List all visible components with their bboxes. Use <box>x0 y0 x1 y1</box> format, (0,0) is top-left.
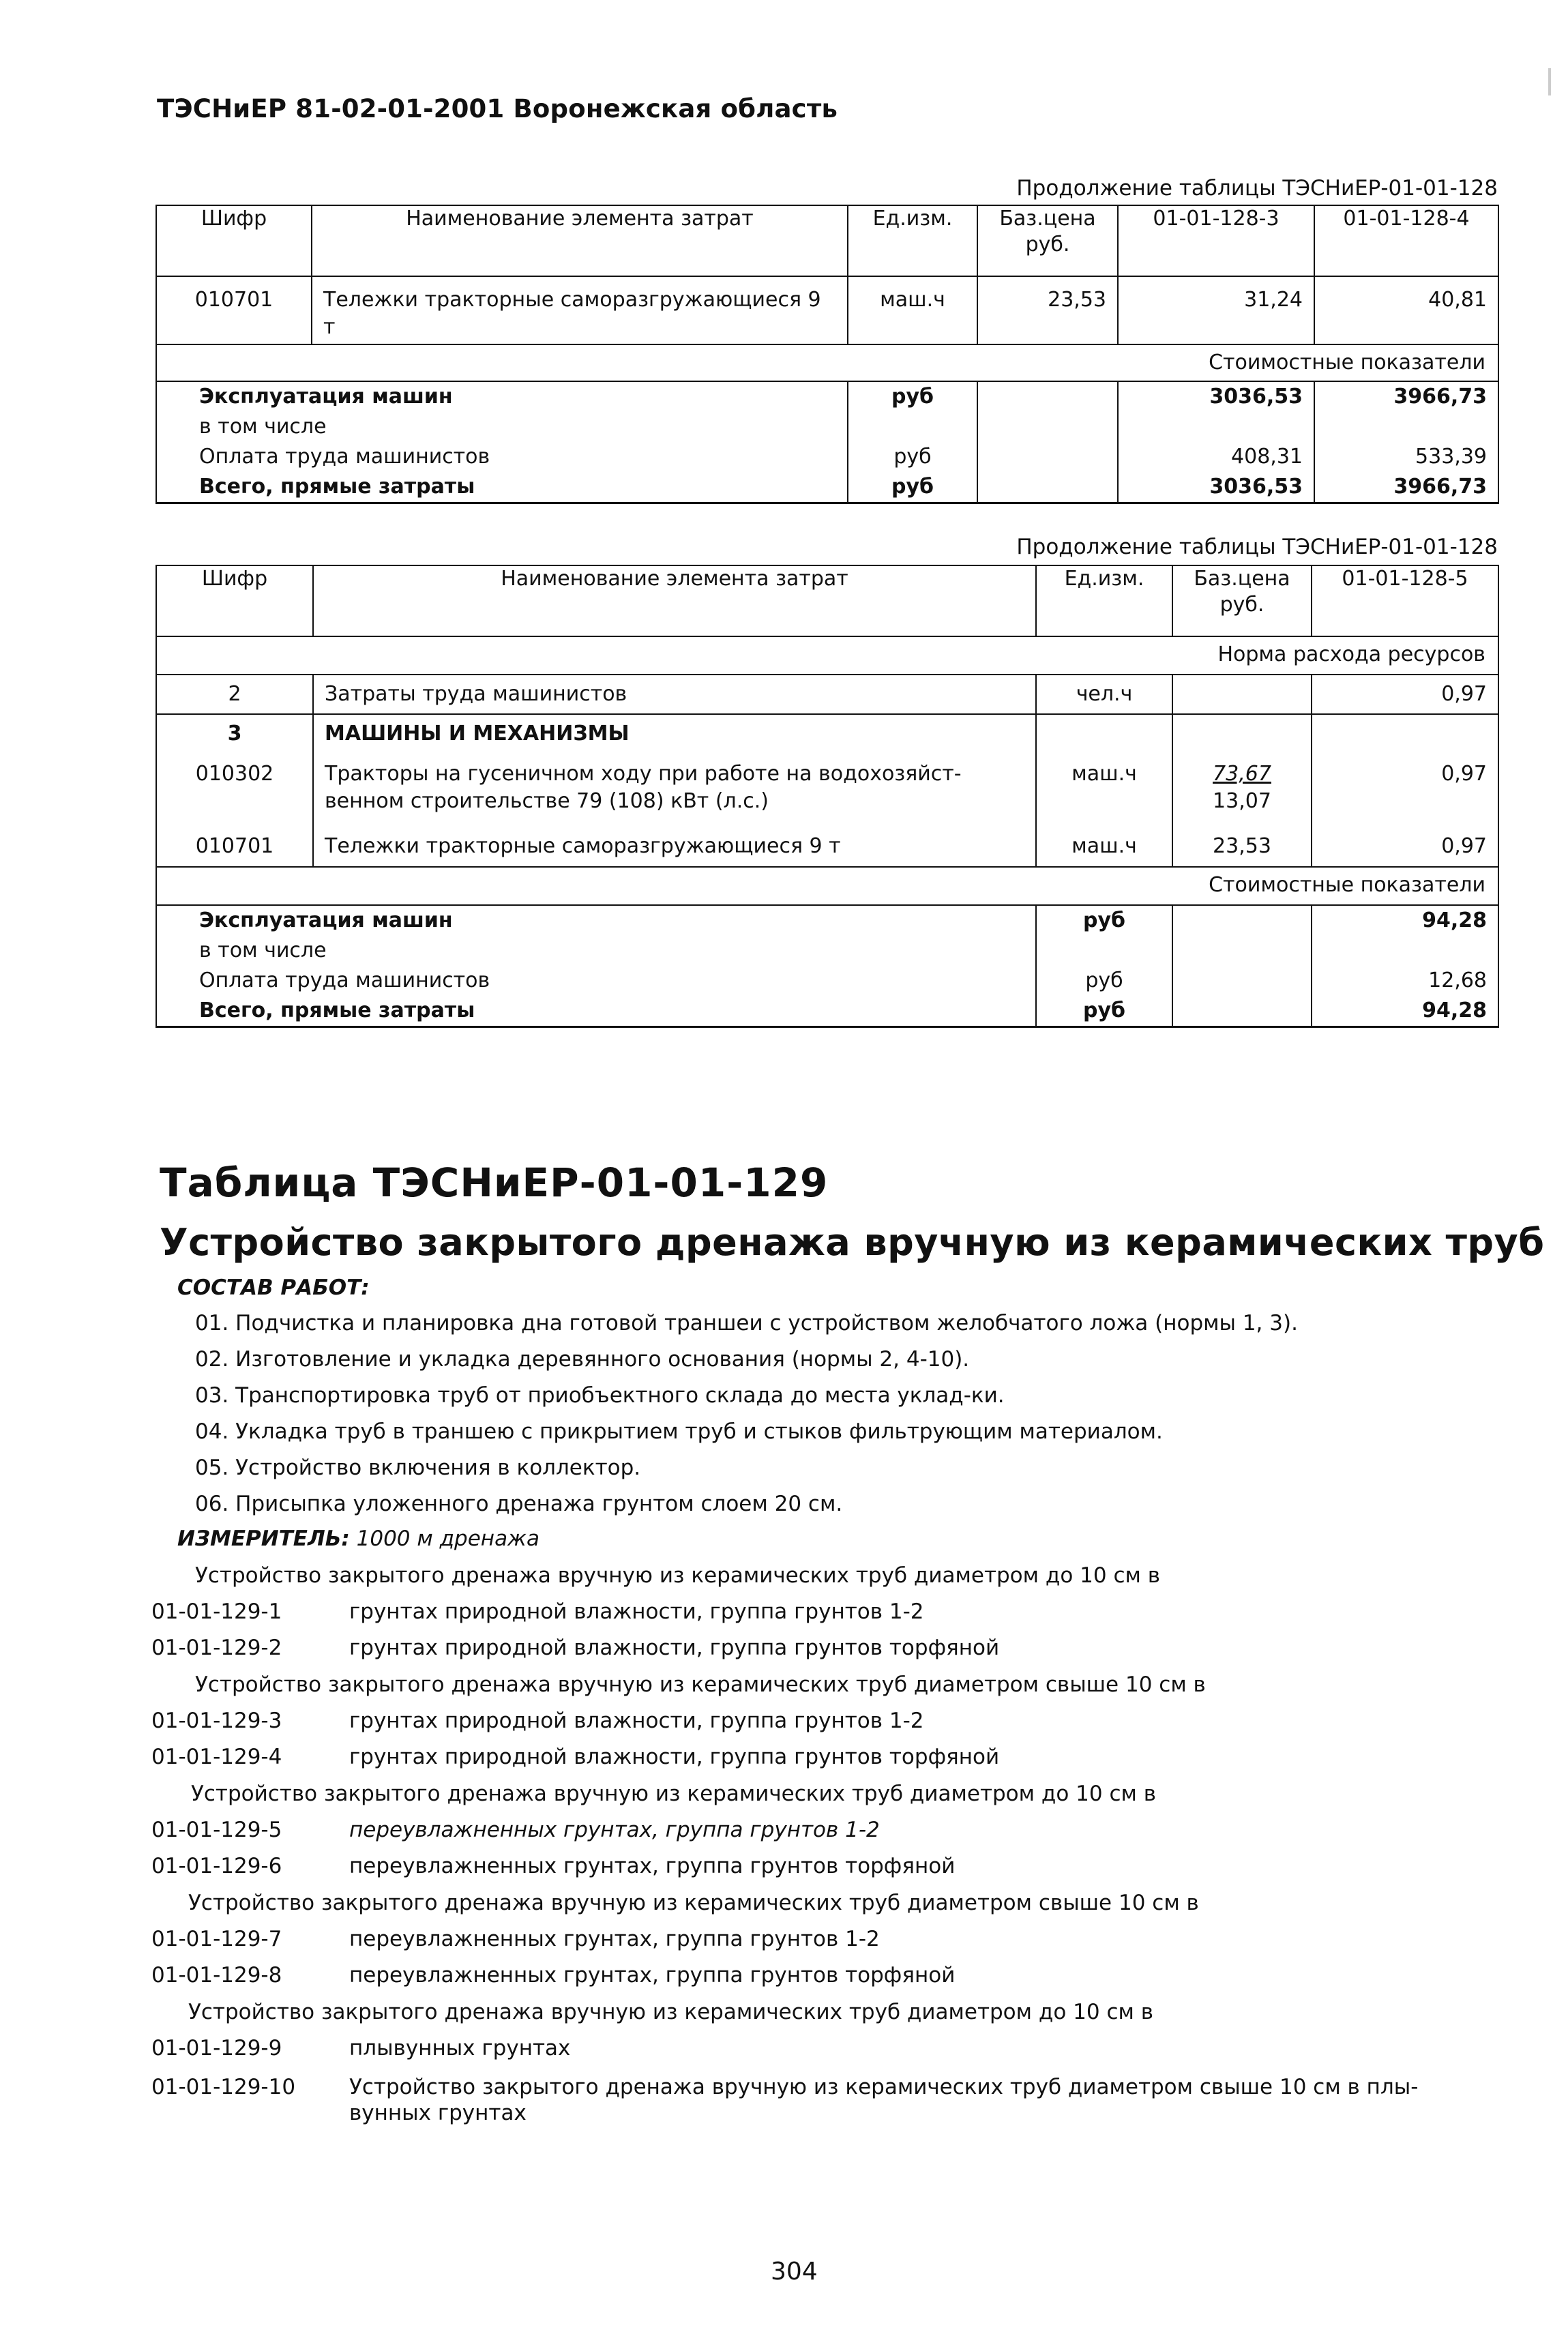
norm-group-heading: Устройство закрытого дренажа вручную из керамических труб диаметром до 10 см в <box>188 2000 1153 2024</box>
norm-text: грунтах природной влажности, группа грунтов торфяной <box>349 1745 1000 1769</box>
col-header-price <box>977 205 1118 276</box>
table1-band-cost <box>156 344 1498 381</box>
col-header-price <box>1172 565 1312 636</box>
table1-continuation-caption: Продолжение таблицы ТЭСНиЕР-01-01-128 <box>1016 176 1498 201</box>
col-header-code: Шифр <box>156 205 312 276</box>
work-item: 05. Устройство включения в коллектор. <box>195 1456 641 1480</box>
summary-empty <box>977 412 1118 442</box>
summary-value: 94,28 <box>1312 996 1498 1027</box>
col-header-name: Наименование элемента затрат <box>312 205 848 276</box>
cell-name: Затраты труда машинистов <box>313 675 1036 714</box>
work-item: 04. Укладка труб в траншею с прикрытием труб и стыков фильтрующим материалом. <box>195 1419 1163 1444</box>
summary-empty <box>977 381 1118 412</box>
table2-band-cost <box>156 867 1498 905</box>
scan-edge-mark <box>1548 68 1551 95</box>
cell-value: 0,97 <box>1312 675 1498 714</box>
norm-text: переувлажненных грунтах, группа грунтов торфяной <box>349 1854 956 1878</box>
cell-code: 010701 <box>156 276 312 344</box>
table1-header-row <box>156 205 1498 276</box>
band-label: Норма расхода ресурсов <box>156 636 1498 675</box>
summary-unit: руб <box>848 442 977 472</box>
summary-value: 3036,53 <box>1118 381 1314 412</box>
cell-price: 23,53 <box>1172 827 1312 867</box>
norm-group-heading: Устройство закрытого дренажа вручную из керамических труб диаметром свыше 10 см в <box>188 1891 1199 1915</box>
norm-text: плывунных грунтах <box>349 2036 571 2060</box>
work-item: 06. Присыпка уложенного дренажа грунтом слоем 20 см. <box>195 1492 843 1516</box>
measure-value: 1000 м дренажа <box>356 1526 539 1551</box>
norm-code: 01-01-129-2 <box>151 1636 282 1660</box>
norm-text: переувлажненных грунтах, группа грунтов торфяной <box>349 1963 956 1988</box>
summary-row <box>156 381 1498 412</box>
norm-code: 01-01-129-10 <box>151 2075 296 2099</box>
cell-value: 31,24 <box>1118 276 1314 344</box>
norm-group-heading: Устройство закрытого дренажа вручную из керамических труб диаметром до 10 см в <box>195 1563 1160 1588</box>
col-header-unit: Ед.изм. <box>1036 565 1172 636</box>
summary-empty <box>977 472 1118 503</box>
section-title: Таблица ТЭСНиЕР-01-01-129 <box>160 1159 829 1206</box>
work-item: 03. Транспортировка труб от приобъектного склада до места уклад-ки. <box>195 1383 1005 1408</box>
col-header-norm-4: 01-01-128-4 <box>1314 205 1498 276</box>
cell-name <box>313 754 1036 827</box>
summary-row <box>156 966 1498 996</box>
running-header: ТЭСНиЕР 81-02-01-2001 Воронежская область <box>157 94 838 123</box>
cell-unit <box>1036 714 1172 754</box>
summary-name: Всего, прямые затраты <box>156 996 1036 1027</box>
summary-name: Эксплуатация машин <box>156 381 848 412</box>
summary-value <box>1314 412 1498 442</box>
summary-row <box>156 412 1498 442</box>
works-label: СОСТАВ РАБОТ: <box>177 1275 370 1300</box>
summary-value: 3036,53 <box>1118 472 1314 503</box>
summary-value: 408,31 <box>1118 442 1314 472</box>
col-header-code: Шифр <box>156 565 313 636</box>
summary-unit: руб <box>848 472 977 503</box>
norm-code: 01-01-129-8 <box>151 1963 282 1988</box>
table-row <box>156 276 1498 344</box>
summary-empty <box>1172 905 1312 936</box>
table2-continuation-caption: Продолжение таблицы ТЭСНиЕР-01-01-128 <box>1016 535 1498 559</box>
summary-row <box>156 472 1498 503</box>
work-item: 02. Изготовление и укладка деревянного основания (нормы 2, 4-10). <box>195 1347 970 1372</box>
page-number: 304 <box>771 2258 818 2286</box>
norm-code: 01-01-129-4 <box>151 1745 282 1769</box>
summary-name: Всего, прямые затраты <box>156 472 848 503</box>
summary-row <box>156 936 1498 966</box>
col-header-price-text: Баз.цена руб. <box>1194 567 1290 617</box>
summary-value: 533,39 <box>1314 442 1498 472</box>
summary-name: Оплата труда машинистов <box>156 442 848 472</box>
norm-code: 01-01-129-5 <box>151 1818 282 1842</box>
norm-code: 01-01-129-1 <box>151 1599 282 1624</box>
band-label: Стоимостные показатели <box>156 344 1498 381</box>
summary-empty <box>1172 996 1312 1027</box>
summary-value: 3966,73 <box>1314 381 1498 412</box>
summary-unit: руб <box>1036 905 1172 936</box>
table-row <box>156 714 1498 754</box>
table1 <box>156 205 1499 504</box>
summary-empty <box>977 442 1118 472</box>
norm-text: грунтах природной влажности, группа грунтов 1-2 <box>349 1709 924 1733</box>
measure-label: ИЗМЕРИТЕЛЬ: <box>177 1526 350 1551</box>
summary-empty <box>1172 966 1312 996</box>
summary-unit: руб <box>1036 966 1172 996</box>
cell-unit: маш.ч <box>1036 827 1172 867</box>
table2-band-resources <box>156 636 1498 675</box>
cell-price <box>1172 714 1312 754</box>
cell-code: 010302 <box>156 754 313 827</box>
norm-group-heading: Устройство закрытого дренажа вручную из керамических труб диаметром свыше 10 см в <box>195 1672 1206 1697</box>
norm-text: переувлажненных грунтах, группа грунтов 1-2 <box>349 1818 880 1842</box>
norm-code: 01-01-129-6 <box>151 1854 282 1878</box>
cell-price <box>1172 675 1312 714</box>
cell-value: 40,81 <box>1314 276 1498 344</box>
norm-code: 01-01-129-7 <box>151 1927 282 1951</box>
cell-code: 010701 <box>156 827 313 867</box>
work-item: 01. Подчистка и планировка дна готовой траншеи с устройством желобчатого ложа (нормы 1, 3). <box>195 1311 1298 1335</box>
table-row <box>156 827 1498 867</box>
norm-text: Устройство закрытого дренажа вручную из керамических труб диаметром свыше 10 см в плы- <box>349 2075 1419 2099</box>
cell-unit: чел.ч <box>1036 675 1172 714</box>
norm-code: 01-01-129-9 <box>151 2036 282 2060</box>
summary-value: 94,28 <box>1312 905 1498 936</box>
cell-price-line: 73,67 <box>1213 762 1271 786</box>
cell-price: 23,53 <box>977 276 1118 344</box>
summary-name: Оплата труда машинистов <box>156 966 1036 996</box>
cell-price <box>1172 754 1312 827</box>
measure-line <box>177 1526 539 1551</box>
cell-value: 0,97 <box>1312 827 1498 867</box>
section-subtitle: Устройство закрытого дренажа вручную из керамических труб <box>160 1221 1545 1264</box>
table-row <box>156 675 1498 714</box>
summary-unit: руб <box>1036 996 1172 1027</box>
norm-text: переувлажненных грунтах, группа грунтов 1-2 <box>349 1927 880 1951</box>
cell-price-line: 13,07 <box>1213 789 1271 813</box>
norm-text: грунтах природной влажности, группа грунтов 1-2 <box>349 1599 924 1624</box>
summary-unit <box>1036 936 1172 966</box>
col-header-name: Наименование элемента затрат <box>313 565 1036 636</box>
summary-value <box>1118 412 1314 442</box>
cell-name-line: венном строительстве 79 (108) кВт (л.с.) <box>325 789 769 813</box>
summary-empty <box>1172 936 1312 966</box>
summary-name: в том числе <box>156 936 1036 966</box>
col-header-norm-5: 01-01-128-5 <box>1312 565 1498 636</box>
summary-name: в том числе <box>156 412 848 442</box>
cell-name: Тележки тракторные саморазгружающиеся 9 т <box>313 827 1036 867</box>
summary-unit <box>848 412 977 442</box>
summary-row <box>156 442 1498 472</box>
band-label: Стоимостные показатели <box>156 867 1498 905</box>
cell-unit: маш.ч <box>1036 754 1172 827</box>
cell-name-line: Тракторы на гусеничном ходу при работе на водохозяйст- <box>325 762 962 786</box>
summary-unit: руб <box>848 381 977 412</box>
summary-row <box>156 905 1498 936</box>
cell-code: 2 <box>156 675 313 714</box>
summary-row <box>156 996 1498 1027</box>
cell-name: МАШИНЫ И МЕХАНИЗМЫ <box>313 714 1036 754</box>
cell-value: 0,97 <box>1312 754 1498 827</box>
cell-value <box>1312 714 1498 754</box>
col-header-price-text: Баз.цена руб. <box>999 207 1096 256</box>
col-header-norm-3: 01-01-128-3 <box>1118 205 1314 276</box>
table2 <box>156 565 1499 1028</box>
cell-unit: маш.ч <box>848 276 977 344</box>
table-row <box>156 754 1498 827</box>
summary-value <box>1312 936 1498 966</box>
norm-group-heading: Устройство закрытого дренажа вручную из керамических труб диаметром до 10 см в <box>191 1782 1156 1806</box>
summary-value: 3966,73 <box>1314 472 1498 503</box>
summary-value: 12,68 <box>1312 966 1498 996</box>
cell-name: Тележки тракторные саморазгружающиеся 9 т <box>312 276 848 344</box>
norm-code: 01-01-129-3 <box>151 1709 282 1733</box>
cell-code: 3 <box>156 714 313 754</box>
col-header-unit: Ед.изм. <box>848 205 977 276</box>
table2-header-row <box>156 565 1498 636</box>
norm-text-continuation: вунных грунтах <box>349 2101 527 2125</box>
norm-text: грунтах природной влажности, группа грунтов торфяной <box>349 1636 1000 1660</box>
summary-name: Эксплуатация машин <box>156 905 1036 936</box>
